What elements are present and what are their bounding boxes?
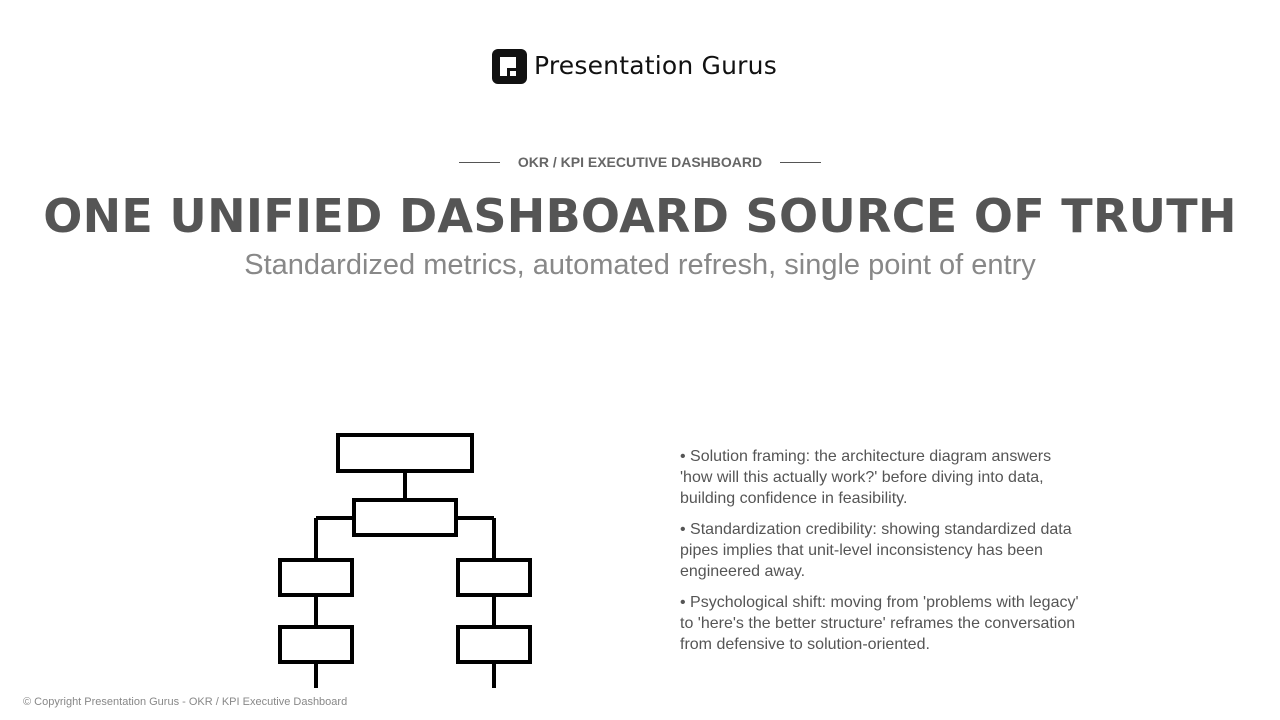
footer-copyright: © Copyright Presentation Gurus - OKR / KPI Executive Dashboard (23, 696, 348, 708)
bullet-item-3: • Psychological shift: moving from 'problems with legacy' to 'here's the better structure' reframes the conversation from defensive to solution-oriented. (680, 594, 1079, 653)
eyebrow-row (0, 152, 1280, 172)
bullet-item-1: • Solution framing: the architecture diagram answers 'how will this actually work?' before diving into data, building confidence in feasibility. (680, 448, 1052, 507)
presentation-gurus-logo-icon (492, 49, 527, 84)
eyebrow-divider-left (459, 162, 500, 163)
bullet-item-2: • Standardization credibility: showing standardized data pipes implies that unit-level inconsistency has been engineered away. (680, 521, 1072, 580)
page-title: ONE UNIFIED DASHBOARD SOURCE OF TRUTH (43, 189, 1237, 243)
brand-name: Presentation Gurus (534, 51, 777, 80)
page-subtitle: Standardized metrics, automated refresh, single point of entry (244, 249, 1036, 281)
brand-logo (492, 48, 777, 84)
eyebrow-label: OKR / KPI EXECUTIVE DASHBOARD (517, 154, 763, 170)
bullet-list (680, 446, 1080, 665)
hierarchy-diagram-icon (276, 430, 536, 690)
eyebrow-divider-right (780, 162, 821, 163)
